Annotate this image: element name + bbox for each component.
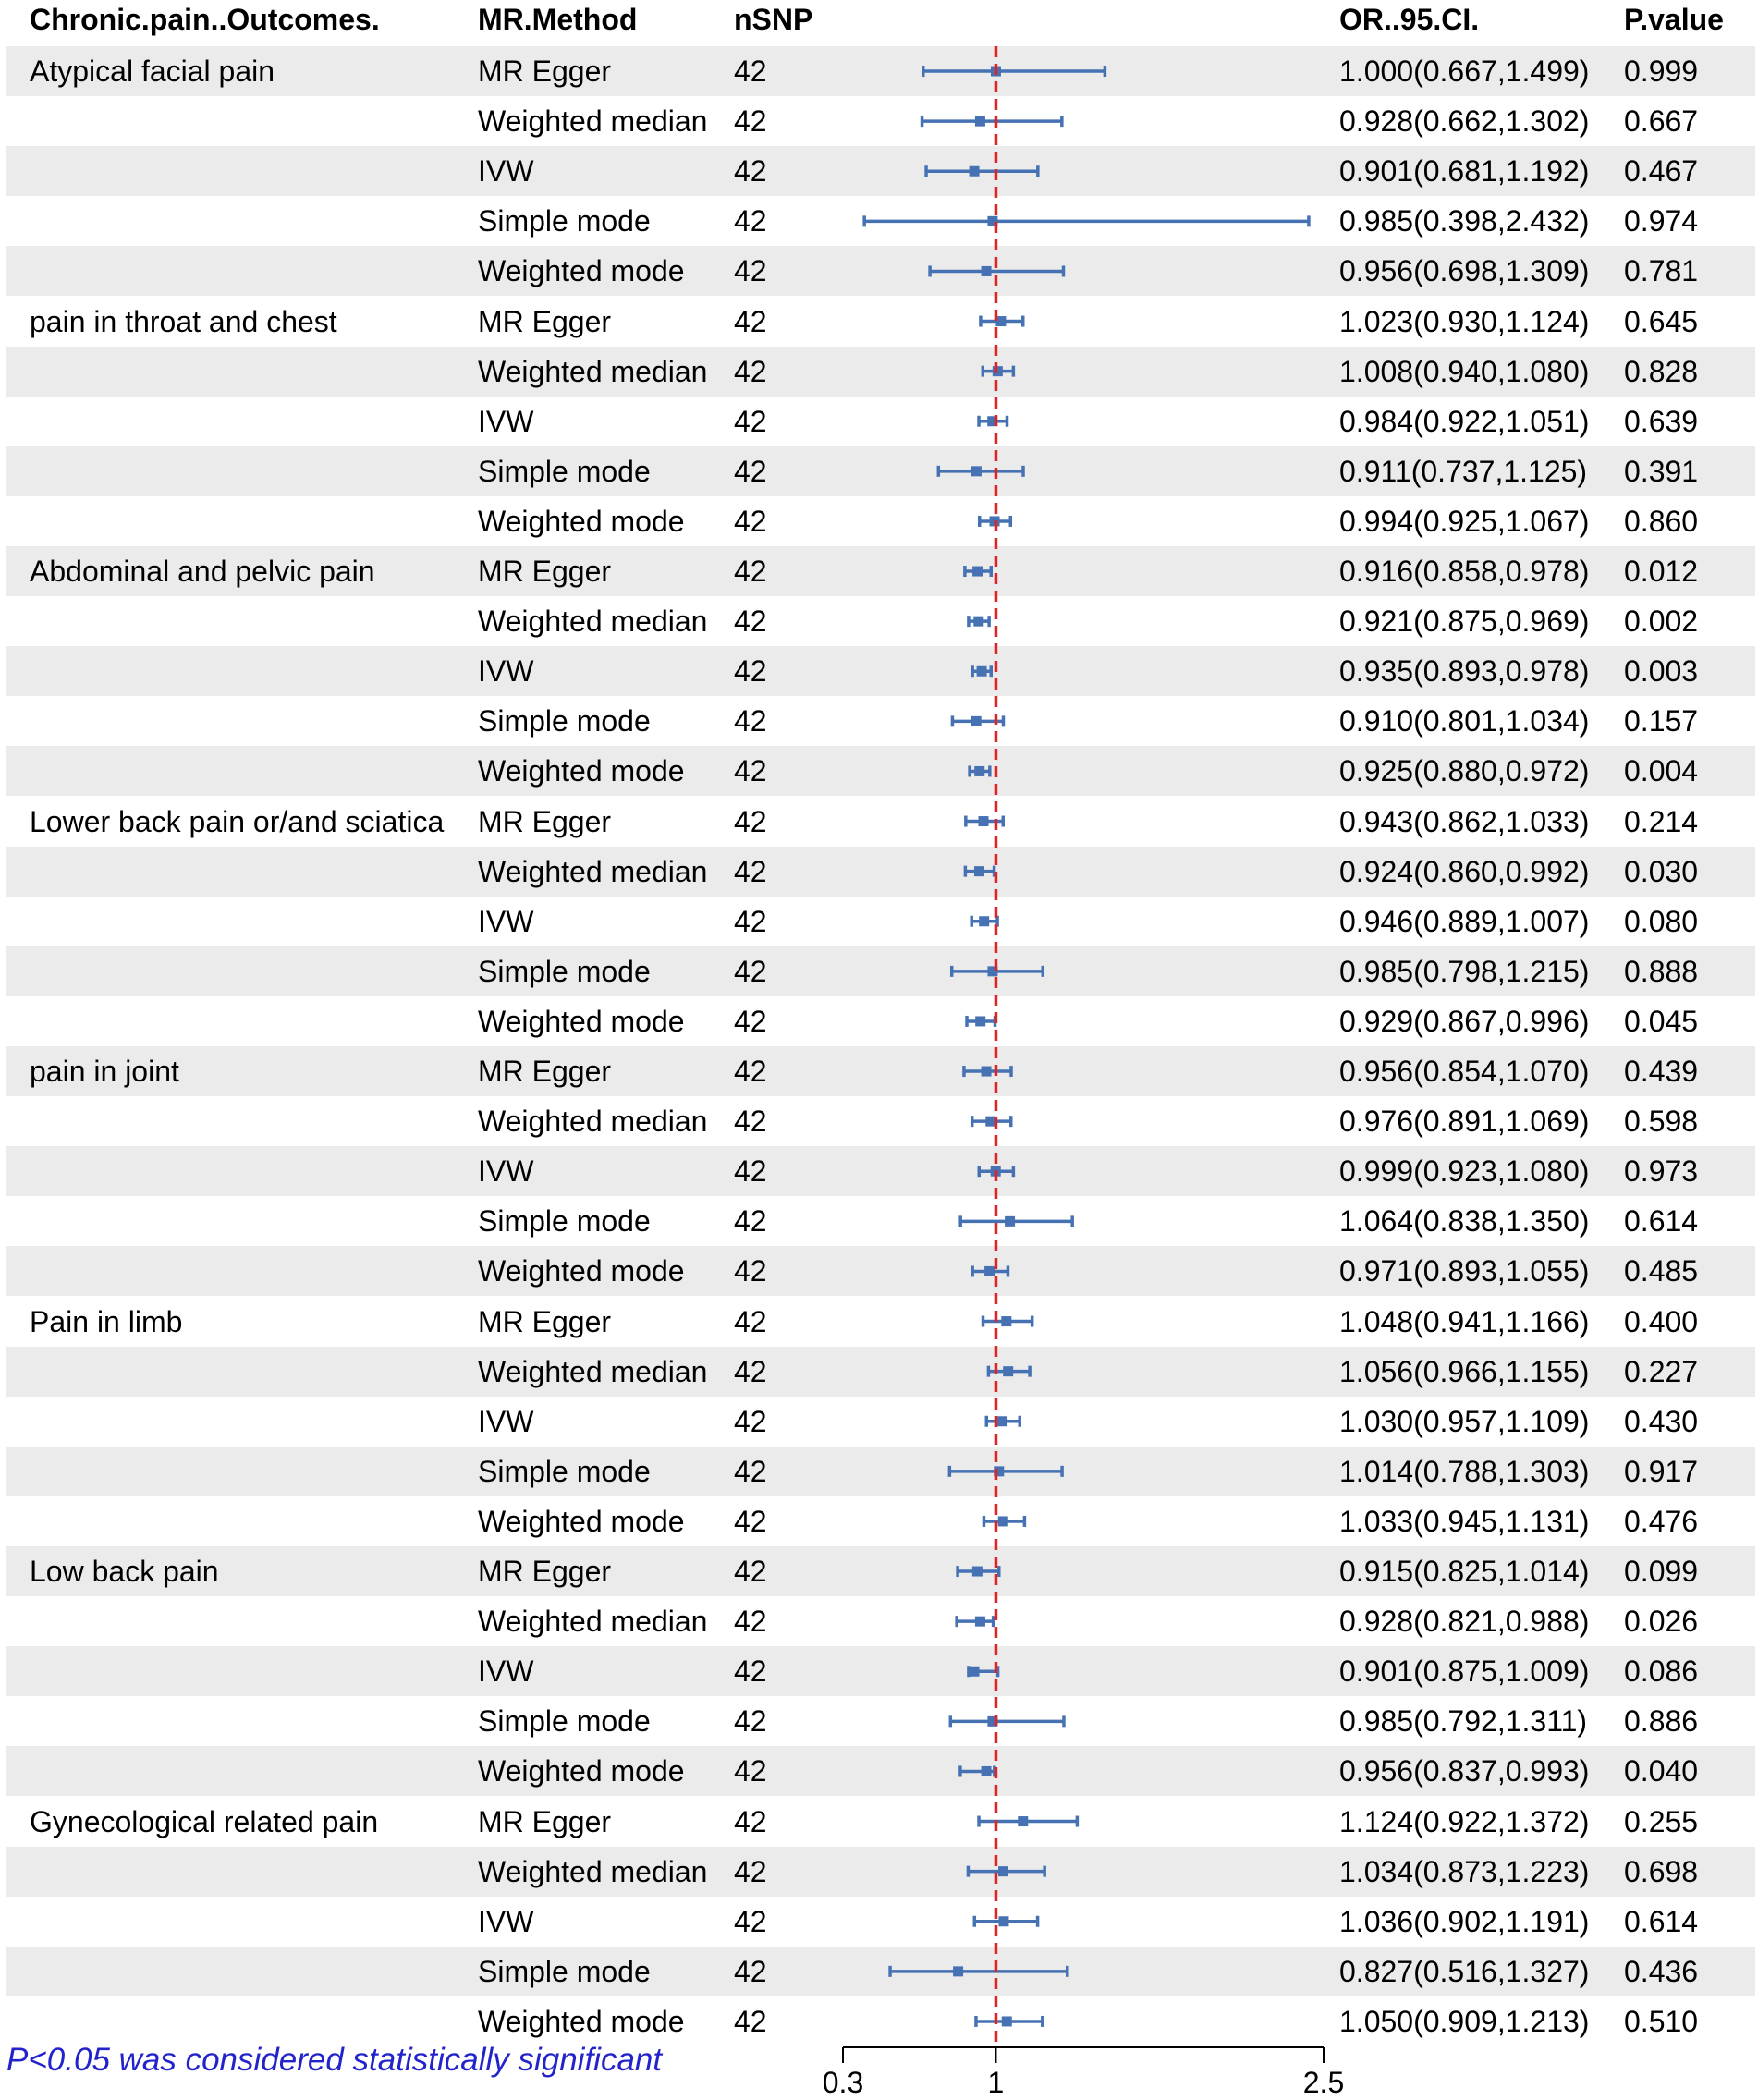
table-row bbox=[6, 696, 1755, 746]
p-value: 0.026 bbox=[1624, 1605, 1699, 1639]
table-row bbox=[6, 397, 1755, 446]
p-value: 0.510 bbox=[1624, 2004, 1699, 2038]
table-row bbox=[6, 1096, 1755, 1146]
table-row bbox=[6, 347, 1755, 397]
p-value: 0.667 bbox=[1624, 104, 1699, 139]
or-ci-value: 1.124(0.922,1.372) bbox=[1339, 1804, 1590, 1838]
or-ci-value: 1.030(0.957,1.109) bbox=[1339, 1404, 1590, 1438]
method-label: IVW bbox=[478, 1154, 534, 1189]
nsnp-value: 42 bbox=[734, 1654, 767, 1689]
nsnp-value: 42 bbox=[734, 1704, 767, 1739]
or-ci-value: 0.943(0.862,1.033) bbox=[1339, 804, 1590, 838]
table-row bbox=[6, 1297, 1755, 1347]
nsnp-value: 42 bbox=[734, 954, 767, 988]
or-ci-value: 1.000(0.667,1.499) bbox=[1339, 55, 1590, 88]
nsnp-value: 42 bbox=[734, 1055, 767, 1088]
p-value: 0.099 bbox=[1624, 1555, 1699, 1588]
nsnp-value: 42 bbox=[734, 404, 767, 438]
p-value: 0.973 bbox=[1624, 1154, 1699, 1189]
outcome-label: Gynecological related pain bbox=[30, 1804, 379, 1838]
method-label: IVW bbox=[478, 1904, 534, 1938]
method-label: Weighted median bbox=[478, 1105, 708, 1139]
p-value: 0.400 bbox=[1624, 1304, 1699, 1338]
table-row bbox=[6, 1046, 1755, 1096]
p-value: 0.002 bbox=[1624, 604, 1699, 639]
p-value: 0.639 bbox=[1624, 404, 1699, 438]
nsnp-value: 42 bbox=[734, 555, 767, 588]
or-ci-value: 0.985(0.792,1.311) bbox=[1339, 1704, 1588, 1739]
or-ci-value: 1.050(0.909,1.213) bbox=[1339, 2004, 1590, 2038]
or-ci-value: 0.901(0.875,1.009) bbox=[1339, 1654, 1590, 1689]
or-ci-value: 0.946(0.889,1.007) bbox=[1339, 904, 1590, 938]
p-value: 0.157 bbox=[1624, 704, 1699, 739]
table-row bbox=[6, 1347, 1755, 1397]
method-label: Simple mode bbox=[478, 1704, 651, 1739]
p-value: 0.430 bbox=[1624, 1404, 1699, 1438]
nsnp-value: 42 bbox=[734, 1504, 767, 1538]
or-ci-value: 0.911(0.737,1.125) bbox=[1339, 454, 1588, 488]
outcome-label: pain in joint bbox=[30, 1055, 179, 1088]
method-label: Simple mode bbox=[478, 1204, 651, 1239]
table-row bbox=[6, 1847, 1755, 1897]
nsnp-value: 42 bbox=[734, 1454, 767, 1488]
table-row bbox=[6, 1897, 1755, 1947]
method-label: Weighted mode bbox=[478, 754, 685, 788]
nsnp-value: 42 bbox=[734, 1204, 767, 1239]
p-value: 0.030 bbox=[1624, 854, 1699, 888]
or-ci-value: 0.976(0.891,1.069) bbox=[1339, 1105, 1590, 1139]
nsnp-value: 42 bbox=[734, 2004, 767, 2038]
method-label: Weighted median bbox=[478, 104, 708, 139]
outcome-label: Low back pain bbox=[30, 1555, 219, 1588]
method-label: MR Egger bbox=[478, 1555, 612, 1588]
nsnp-value: 42 bbox=[734, 854, 767, 888]
p-value: 0.974 bbox=[1624, 204, 1699, 238]
table-row bbox=[6, 1596, 1755, 1646]
method-label: Weighted mode bbox=[478, 1754, 685, 1789]
table-row bbox=[6, 746, 1755, 796]
header-nsnp: nSNP bbox=[734, 3, 813, 36]
method-label: Simple mode bbox=[478, 454, 651, 488]
nsnp-value: 42 bbox=[734, 304, 767, 338]
p-value: 0.040 bbox=[1624, 1754, 1699, 1789]
nsnp-value: 42 bbox=[734, 654, 767, 689]
nsnp-value: 42 bbox=[734, 1605, 767, 1639]
p-value: 0.999 bbox=[1624, 55, 1699, 88]
nsnp-value: 42 bbox=[734, 204, 767, 238]
p-value: 0.781 bbox=[1624, 254, 1699, 288]
method-label: Weighted mode bbox=[478, 1004, 685, 1038]
or-ci-value: 1.036(0.902,1.191) bbox=[1339, 1904, 1590, 1938]
method-label: MR Egger bbox=[478, 1055, 612, 1088]
table-row bbox=[6, 146, 1755, 196]
nsnp-value: 42 bbox=[734, 1804, 767, 1838]
nsnp-value: 42 bbox=[734, 904, 767, 938]
p-value: 0.391 bbox=[1624, 454, 1699, 488]
p-value: 0.003 bbox=[1624, 654, 1699, 689]
header-method: MR.Method bbox=[478, 3, 638, 36]
or-ci-value: 0.956(0.837,0.993) bbox=[1339, 1754, 1590, 1789]
outcome-label: pain in throat and chest bbox=[30, 304, 337, 338]
p-value: 0.698 bbox=[1624, 1854, 1699, 1888]
or-ci-value: 0.924(0.860,0.992) bbox=[1339, 854, 1590, 888]
table-row bbox=[6, 1797, 1755, 1847]
header-or-ci: OR..95.CI. bbox=[1339, 3, 1480, 36]
method-label: MR Egger bbox=[478, 555, 612, 588]
p-value: 0.645 bbox=[1624, 304, 1699, 338]
method-label: IVW bbox=[478, 654, 534, 689]
or-ci-value: 0.935(0.893,0.978) bbox=[1339, 654, 1590, 689]
table-row bbox=[6, 246, 1755, 296]
nsnp-value: 42 bbox=[734, 504, 767, 538]
or-ci-value: 0.916(0.858,0.978) bbox=[1339, 555, 1590, 588]
or-ci-value: 1.064(0.838,1.350) bbox=[1339, 1204, 1590, 1239]
method-label: Weighted mode bbox=[478, 1254, 685, 1288]
p-value: 0.614 bbox=[1624, 1204, 1699, 1239]
p-value: 0.045 bbox=[1624, 1004, 1699, 1038]
nsnp-value: 42 bbox=[734, 604, 767, 639]
table-row bbox=[6, 96, 1755, 146]
method-label: Weighted mode bbox=[478, 2004, 685, 2038]
nsnp-value: 42 bbox=[734, 1154, 767, 1189]
footnote: P<0.05 was considered statistically significant bbox=[6, 2042, 663, 2078]
nsnp-value: 42 bbox=[734, 1555, 767, 1588]
nsnp-value: 42 bbox=[734, 1404, 767, 1438]
method-label: MR Egger bbox=[478, 1304, 612, 1338]
table-row bbox=[6, 196, 1755, 246]
p-value: 0.598 bbox=[1624, 1105, 1699, 1139]
p-value: 0.485 bbox=[1624, 1254, 1699, 1288]
or-ci-value: 1.033(0.945,1.131) bbox=[1339, 1504, 1590, 1538]
or-ci-value: 0.956(0.698,1.309) bbox=[1339, 254, 1590, 288]
x-axis-tick-label: 2.5 bbox=[1302, 2066, 1345, 2099]
method-label: MR Egger bbox=[478, 1804, 612, 1838]
or-ci-value: 0.901(0.681,1.192) bbox=[1339, 154, 1590, 189]
method-label: IVW bbox=[478, 1654, 534, 1689]
method-label: Simple mode bbox=[478, 1454, 651, 1488]
p-value: 0.436 bbox=[1624, 1954, 1699, 1988]
nsnp-value: 42 bbox=[734, 804, 767, 838]
table-row bbox=[6, 646, 1755, 696]
or-ci-value: 0.915(0.825,1.014) bbox=[1339, 1555, 1590, 1588]
p-value: 0.439 bbox=[1624, 1055, 1699, 1088]
nsnp-value: 42 bbox=[734, 354, 767, 388]
p-value: 0.860 bbox=[1624, 504, 1699, 538]
table-row bbox=[6, 596, 1755, 646]
or-ci-value: 0.971(0.893,1.055) bbox=[1339, 1254, 1590, 1288]
nsnp-value: 42 bbox=[734, 704, 767, 739]
nsnp-value: 42 bbox=[734, 254, 767, 288]
table-row bbox=[6, 1146, 1755, 1196]
table-row bbox=[6, 46, 1755, 96]
p-value: 0.004 bbox=[1624, 754, 1699, 788]
method-label: MR Egger bbox=[478, 55, 612, 88]
table-row bbox=[6, 946, 1755, 996]
nsnp-value: 42 bbox=[734, 55, 767, 88]
nsnp-value: 42 bbox=[734, 754, 767, 788]
or-ci-value: 0.827(0.516,1.327) bbox=[1339, 1954, 1590, 1988]
method-label: IVW bbox=[478, 154, 534, 189]
method-label: Weighted median bbox=[478, 1854, 708, 1888]
table-row bbox=[6, 1996, 1755, 2046]
or-ci-value: 0.928(0.662,1.302) bbox=[1339, 104, 1590, 139]
nsnp-value: 42 bbox=[734, 154, 767, 189]
nsnp-value: 42 bbox=[734, 1904, 767, 1938]
or-ci-value: 0.999(0.923,1.080) bbox=[1339, 1154, 1590, 1189]
table-row bbox=[6, 297, 1755, 347]
p-value: 0.828 bbox=[1624, 354, 1699, 388]
or-ci-value: 0.925(0.880,0.972) bbox=[1339, 754, 1590, 788]
or-ci-value: 1.048(0.941,1.166) bbox=[1339, 1304, 1590, 1338]
method-label: Simple mode bbox=[478, 204, 651, 238]
or-ci-value: 1.056(0.966,1.155) bbox=[1339, 1354, 1590, 1388]
method-label: IVW bbox=[478, 1404, 534, 1438]
outcome-label: Atypical facial pain bbox=[30, 55, 275, 88]
table-row bbox=[6, 1696, 1755, 1746]
p-value: 0.214 bbox=[1624, 804, 1699, 838]
p-value: 0.888 bbox=[1624, 954, 1699, 988]
method-label: IVW bbox=[478, 404, 534, 438]
p-value: 0.917 bbox=[1624, 1454, 1699, 1488]
or-ci-value: 0.956(0.854,1.070) bbox=[1339, 1055, 1590, 1088]
nsnp-value: 42 bbox=[734, 1105, 767, 1139]
method-label: Simple mode bbox=[478, 954, 651, 988]
or-ci-value: 0.929(0.867,0.996) bbox=[1339, 1004, 1590, 1038]
method-label: Simple mode bbox=[478, 704, 651, 739]
table-row bbox=[6, 1447, 1755, 1496]
p-value: 0.012 bbox=[1624, 555, 1699, 588]
method-label: Weighted median bbox=[478, 1605, 708, 1639]
p-value: 0.255 bbox=[1624, 1804, 1699, 1838]
or-ci-value: 0.985(0.798,1.215) bbox=[1339, 954, 1590, 988]
nsnp-value: 42 bbox=[734, 1854, 767, 1888]
method-label: Weighted median bbox=[478, 1354, 708, 1388]
method-label: Weighted mode bbox=[478, 504, 685, 538]
p-value: 0.886 bbox=[1624, 1704, 1699, 1739]
method-label: MR Egger bbox=[478, 804, 612, 838]
or-ci-value: 0.994(0.925,1.067) bbox=[1339, 504, 1590, 538]
or-ci-value: 0.985(0.398,2.432) bbox=[1339, 204, 1590, 238]
or-ci-value: 0.910(0.801,1.034) bbox=[1339, 704, 1590, 739]
p-value: 0.086 bbox=[1624, 1654, 1699, 1689]
outcome-label: Abdominal and pelvic pain bbox=[30, 555, 375, 588]
method-label: Weighted mode bbox=[478, 1504, 685, 1538]
table-row bbox=[6, 1546, 1755, 1596]
method-label: IVW bbox=[478, 904, 534, 938]
table-row bbox=[6, 996, 1755, 1046]
header-outcome: Chronic.pain..Outcomes. bbox=[30, 3, 380, 36]
outcome-label: Pain in limb bbox=[30, 1304, 183, 1338]
nsnp-value: 42 bbox=[734, 1354, 767, 1388]
table-row bbox=[6, 1196, 1755, 1246]
method-label: Weighted median bbox=[478, 354, 708, 388]
p-value: 0.467 bbox=[1624, 154, 1699, 189]
nsnp-value: 42 bbox=[734, 1754, 767, 1789]
x-axis-tick-label: 0.3 bbox=[822, 2066, 864, 2099]
p-value: 0.476 bbox=[1624, 1504, 1699, 1538]
or-ci-value: 0.984(0.922,1.051) bbox=[1339, 404, 1590, 438]
nsnp-value: 42 bbox=[734, 1304, 767, 1338]
nsnp-value: 42 bbox=[734, 1004, 767, 1038]
table-row bbox=[6, 1947, 1755, 1996]
p-value: 0.227 bbox=[1624, 1354, 1699, 1388]
table-row bbox=[6, 1746, 1755, 1796]
header-p-value: P.value bbox=[1624, 3, 1724, 36]
table-row bbox=[6, 1646, 1755, 1696]
table-row bbox=[6, 446, 1755, 496]
table-row bbox=[6, 1496, 1755, 1546]
or-ci-value: 0.928(0.821,0.988) bbox=[1339, 1605, 1590, 1639]
nsnp-value: 42 bbox=[734, 104, 767, 139]
nsnp-value: 42 bbox=[734, 1954, 767, 1988]
table-row bbox=[6, 1397, 1755, 1447]
or-ci-value: 1.014(0.788,1.303) bbox=[1339, 1454, 1590, 1488]
method-label: Simple mode bbox=[478, 1954, 651, 1988]
nsnp-value: 42 bbox=[734, 454, 767, 488]
table-row bbox=[6, 847, 1755, 897]
or-ci-value: 1.034(0.873,1.223) bbox=[1339, 1854, 1590, 1888]
method-label: Weighted mode bbox=[478, 254, 685, 288]
method-label: Weighted median bbox=[478, 854, 708, 888]
nsnp-value: 42 bbox=[734, 1254, 767, 1288]
method-label: MR Egger bbox=[478, 304, 612, 338]
table-row bbox=[6, 897, 1755, 946]
or-ci-value: 0.921(0.875,0.969) bbox=[1339, 604, 1590, 639]
x-axis-tick-label: 1 bbox=[987, 2066, 1005, 2099]
p-value: 0.614 bbox=[1624, 1904, 1699, 1938]
or-ci-value: 1.023(0.930,1.124) bbox=[1339, 304, 1590, 338]
outcome-label: Lower back pain or/and sciatica bbox=[30, 804, 445, 838]
table-row bbox=[6, 496, 1755, 546]
table-row bbox=[6, 1246, 1755, 1296]
table-row bbox=[6, 797, 1755, 847]
p-value: 0.080 bbox=[1624, 904, 1699, 938]
or-ci-value: 1.008(0.940,1.080) bbox=[1339, 354, 1590, 388]
table-row bbox=[6, 546, 1755, 596]
method-label: Weighted median bbox=[478, 604, 708, 639]
